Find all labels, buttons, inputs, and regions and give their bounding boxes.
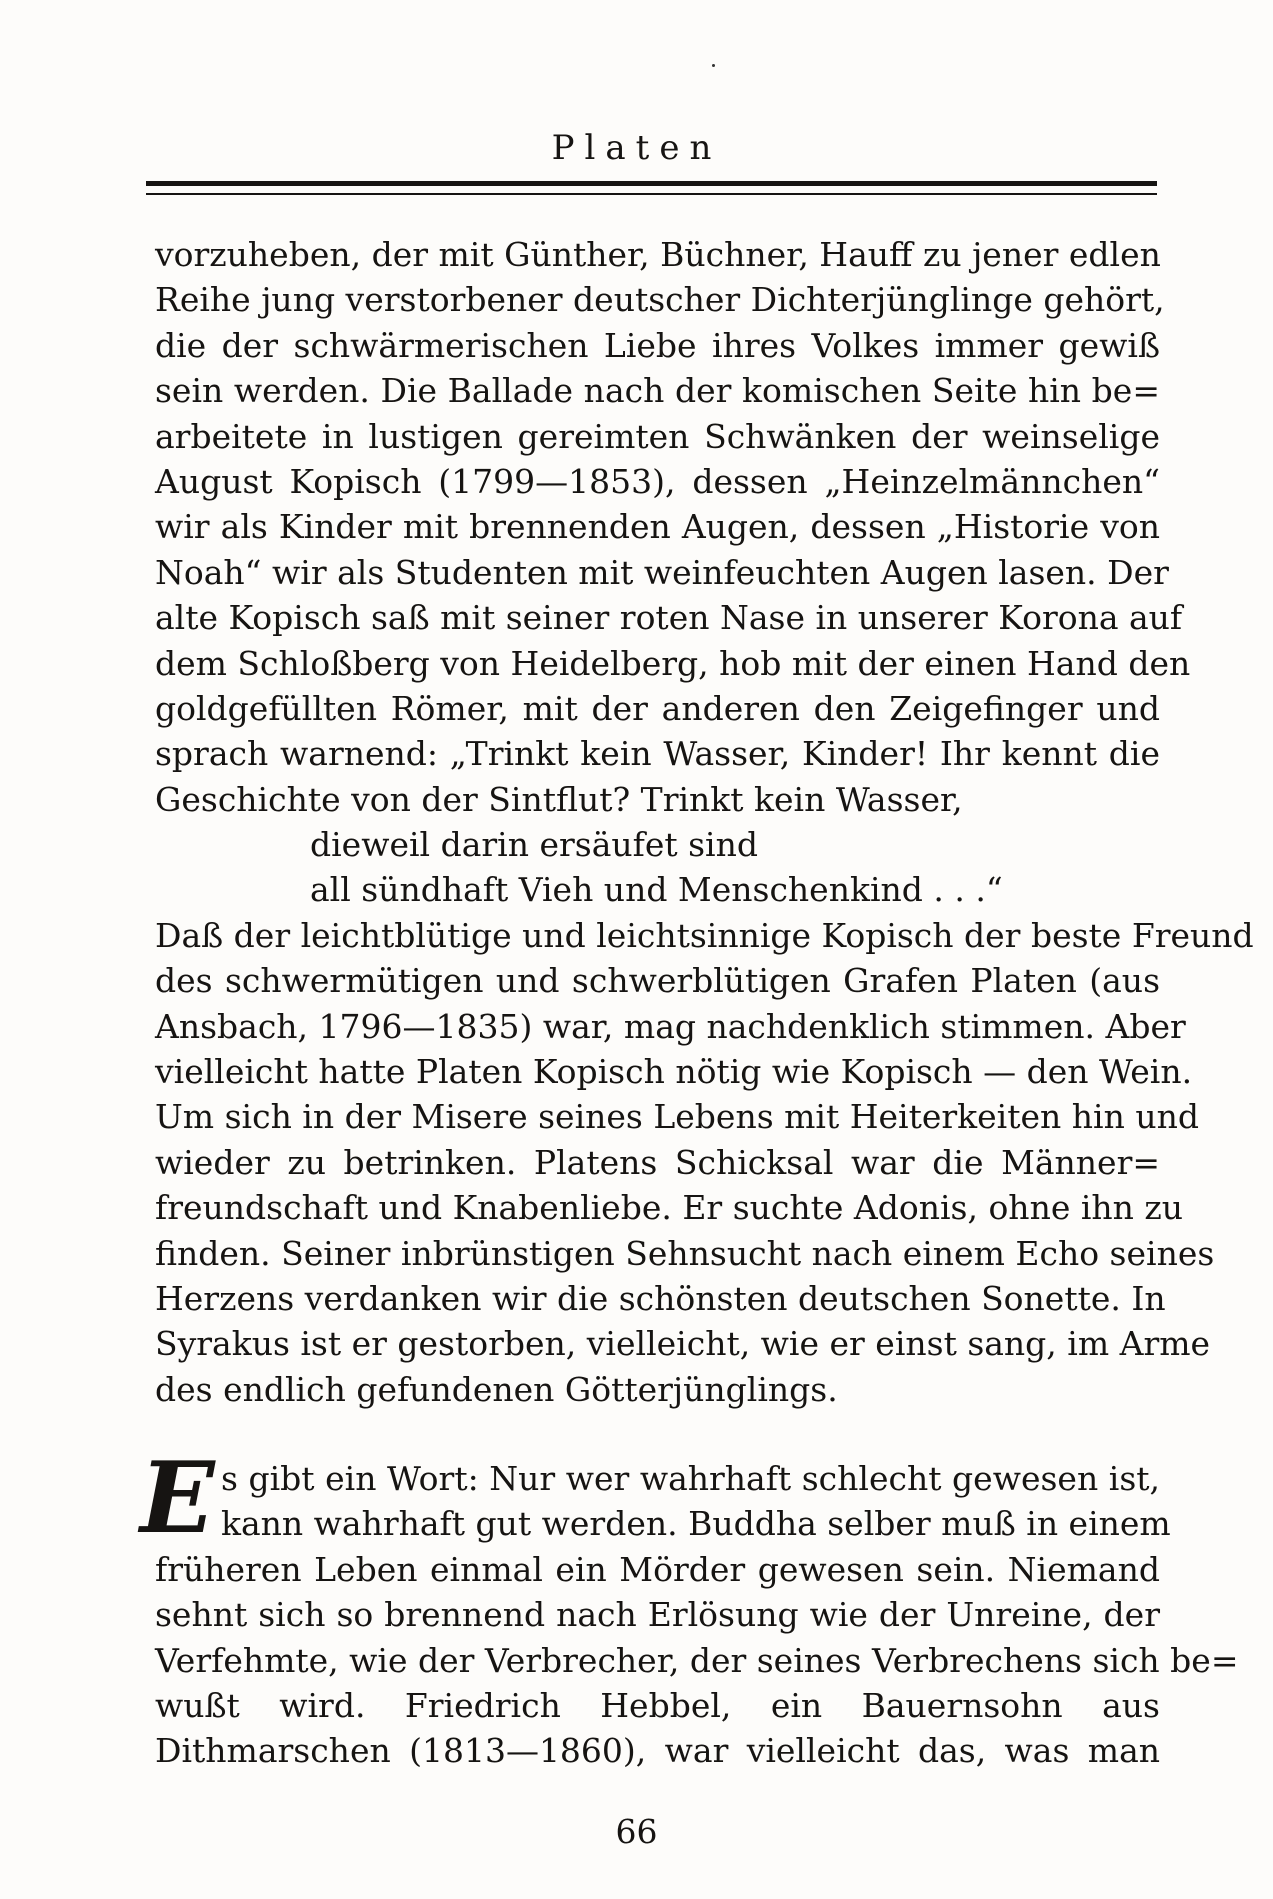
- header-rule-thick: [146, 181, 1157, 186]
- text-line: wußt wird. Friedrich Hebbel, ein Bauernsohn aus: [155, 1685, 1160, 1725]
- text-line: Geschichte von der Sintflut? Trinkt kein Wasser,: [155, 779, 963, 819]
- text-line: Herzens verdanken wir die schönsten deutschen Sonette. In: [155, 1278, 1166, 1318]
- text-line: des endlich gefundenen Götterjünglings.: [155, 1369, 838, 1409]
- text-line: alte Kopisch saß mit seiner roten Nase in unserer Korona auf: [155, 598, 1183, 638]
- text-line: arbeitete in lustigen gereimten Schwänken der weinselige: [155, 416, 1160, 456]
- paragraph-1: [155, 232, 1254, 1412]
- running-header: Platen: [551, 128, 722, 168]
- text-line: kann wahrhaft gut werden. Buddha selber muß in einem: [221, 1504, 1171, 1544]
- text-line: Dithmarschen (1813—1860), war vielleicht das, was man: [155, 1731, 1160, 1771]
- text-line: Um sich in der Misere seines Lebens mit Heiterkeiten hin und: [155, 1097, 1199, 1137]
- text-line: Noah“ wir als Studenten mit weinfeuchten Augen lasen. Der: [155, 552, 1169, 592]
- paragraph-2: [155, 1456, 1239, 1774]
- text-line: früheren Leben einmal ein Mörder gewesen sein. Niemand: [155, 1549, 1160, 1589]
- text-line: Syrakus ist er gestorben, vielleicht, wie er einst sang, im Arme: [155, 1324, 1211, 1364]
- text-line: goldgefüllten Römer, mit der anderen den Zeigefinger und: [155, 688, 1160, 728]
- text-line: Ansbach, 1796—1835) war, mag nachdenklich stimmen. Aber: [155, 1006, 1186, 1046]
- text-line: August Kopisch (1799—1853), dessen „Heinzelmännchen“: [155, 461, 1160, 501]
- header-rule-thin: [146, 193, 1157, 195]
- text-line: freundschaft und Knabenliebe. Er suchte Adonis, ohne ihn zu: [155, 1188, 1184, 1228]
- text-line: wir als Kinder mit brennenden Augen, dessen „Historie von: [155, 507, 1160, 547]
- text-line: dem Schloßberg von Heidelberg, hob mit der einen Hand den: [155, 643, 1191, 683]
- text-line: finden. Seiner inbrünstigen Sehnsucht nach einem Echo seines: [155, 1233, 1215, 1273]
- text-line: sprach warnend: „Trinkt kein Wasser, Kinder! Ihr kennt die: [155, 734, 1160, 774]
- text-line: wieder zu betrinken. Platens Schicksal war die Männer=: [155, 1142, 1160, 1182]
- drop-cap-initial: E: [140, 1441, 215, 1556]
- text-line: Verfehmte, wie der Verbrecher, der seines Verbrechens sich be=: [155, 1640, 1239, 1680]
- text-line: sein werden. Die Ballade nach der komischen Seite hin be=: [155, 371, 1160, 411]
- text-line: vielleicht hatte Platen Kopisch nötig wie Kopisch — den Wein.: [155, 1052, 1193, 1092]
- text-line: sehnt sich so brennend nach Erlösung wie der Unreine, der: [155, 1595, 1160, 1635]
- text-line: des schwermütigen und schwerblütigen Grafen Platen (aus: [155, 961, 1160, 1001]
- verse-line: all sündhaft Vieh und Menschenkind . . .“: [310, 870, 1003, 910]
- text-line: die der schwärmerischen Liebe ihres Volkes immer gewiß: [155, 325, 1160, 365]
- text-line: vorzuheben, der mit Günther, Büchner, Hauff zu jener edlen: [155, 235, 1161, 274]
- page-number: 66: [615, 1812, 658, 1851]
- text-line: s gibt ein Wort: Nur wer wahrhaft schlecht gewesen ist,: [221, 1459, 1160, 1498]
- text-line: Daß der leichtblütige und leichtsinnige Kopisch der beste Freund: [155, 915, 1254, 955]
- verse-line: dieweil darin ersäufet sind: [310, 825, 758, 865]
- paper-speck: [712, 64, 715, 67]
- text-line: Reihe jung verstorbener deutscher Dichterjünglinge gehört,: [155, 280, 1165, 320]
